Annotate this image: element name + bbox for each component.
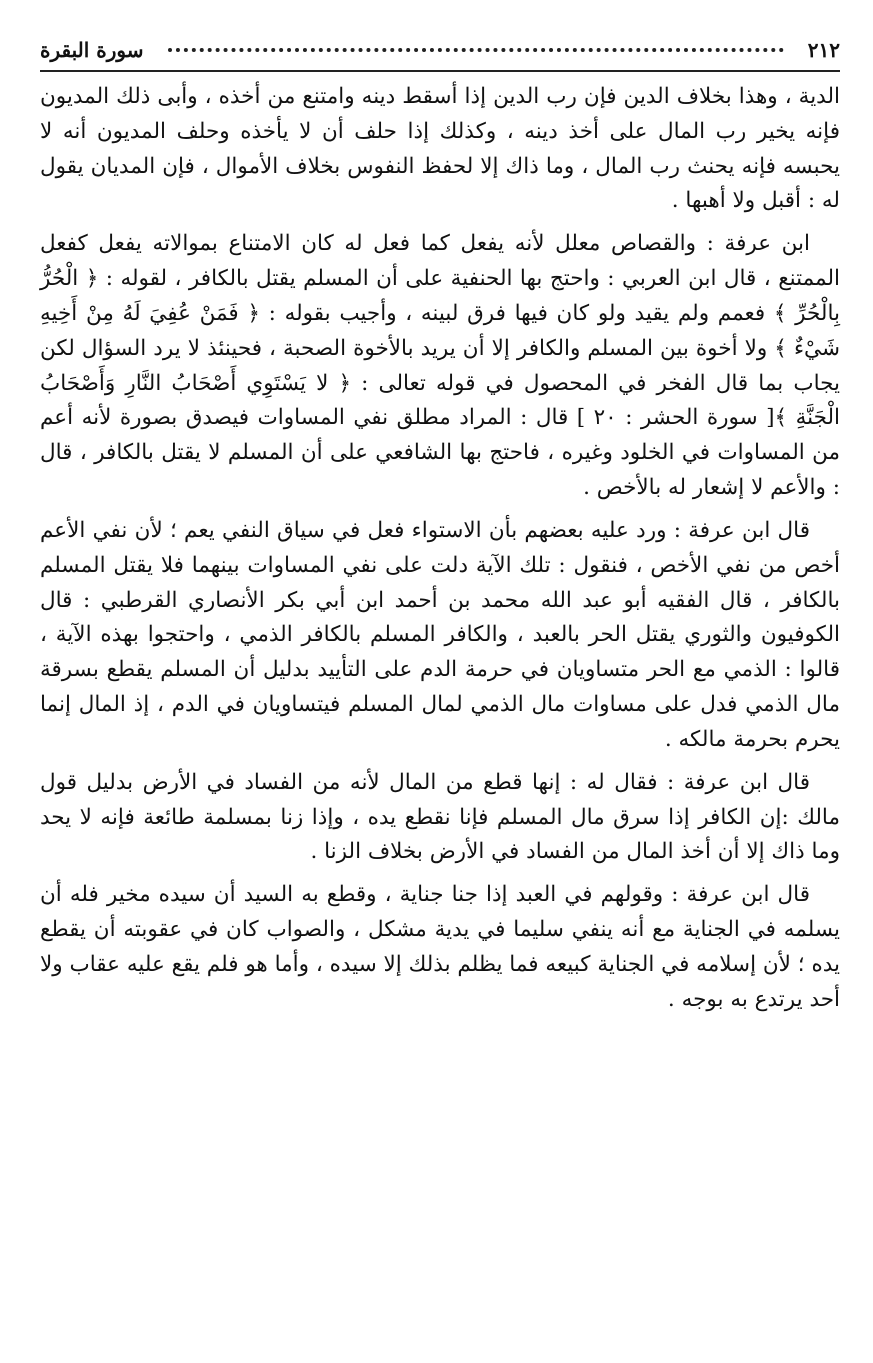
paragraph: ابن عرفة : والقصاص معلل لأنه يفعل كما فعل له كان الامتناع بموالاته يفعل كفعل الممتنع ، قال ابن العربي : واحتج بها الحنفية على أن المسلم يقتل بالكافر ، لقوله : ﴿ الْحُرُّ بِالْحُرِّ ﴾ فعمم ولم يقيد ولو كان فيها فرق لبينه ، وأجيب بقوله : ﴿ فَمَنْ عُفِيَ لَهُ مِنْ أَخِيهِ شَيْءٌ ﴾ ولا أخوة بين المسلم والكافر إلا أن يريد بالأخوة الصحبة ، فحينئذ لا يرد السؤال لكن يجاب بما قال الفخر في المحصول في قوله تعالى : ﴿ لا يَسْتَوِي أَصْحَابُ النَّارِ وَأَصْحَابُ الْجَنَّةِ ﴾[ سورة الحشر : ٢٠ ] قال : المراد مطلق نفي المساوات فيصدق بصورة لأنه أعم من المساوات في الخلود وغيره ، فاحتج بها الشافعي على أن المسلم لا يقتل بالكافر ، قال : والأعم لا إشعار له بالأخص . xyxy=(40,231,840,501)
surah-title: سورة البقرة xyxy=(40,38,144,62)
paragraph: الدية ، وهذا بخلاف الدين فإن رب الدين إذا أسقط دينه وامتنع من أخذه ، وأبى ذلك المديون فإنه يخير رب المال على أخذ دينه ، وكذلك إذا حلف أن لا يأخذه وحلف المديون أنه لا يحبسه فإنه يحنث رب المال ، وما ذاك إلا لحفظ النفوس بخلاف الأموال ، فإن المديان يقول له : أقبل ولا أهبها . xyxy=(40,84,840,214)
paragraph: قال ابن عرفة : ورد عليه بعضهم بأن الاستواء فعل في سياق النفي يعم ؛ لأن نفي الأعم أخص من نفي الأخص ، فنقول : تلك الآية دلت على نفي المساوات بينهما فلا يقتل المسلم بالكافر ، قال الفقيه أبو عبد الله محمد بن أحمد ابن أبي بكر الأنصاري القرطبي : قال الكوفيون والثوري يقتل الحر بالعبد ، والكافر المسلم بالكافر الذمي ، واحتجوا بهذه الآية ، قالوا : الذمي مع الحر متساويان في حرمة الدم على التأييد بدليل أن المسلم يقطع بسرقة مال الذمي فدل على مساوات مال الذمي لمال المسلم فيتساويان في الدم ، إذ المال إنما يحرم بحرمة مالكه . xyxy=(40,517,840,752)
paragraph: قال ابن عرفة : وقولهم في العبد إذا جنا جناية ، وقطع به السيد أن سيده مخير فله أن يسلمه في الجناية مع أنه ينفي سليما في يدية مشكل ، والصواب كان في عقوبته أن يقطع يده ؛ لأن إسلامه في الجناية كبيعه فما يظلم بذلك إلا سيده ، وأما هو فلم يقع عليه عقاب ولا أحد يرتدع به بوجه . xyxy=(40,882,840,1012)
page-body xyxy=(40,80,840,1018)
page-header xyxy=(40,30,840,72)
paragraph: قال ابن عرفة : فقال له : إنها قطع من المال لأنه من الفساد في الأرض بدليل قول مالك :إن الكافر إذا سرق مال المسلم فإنا نقطع يده ، وإذا زنا بمسلمة طائعة فإنه لا يحد وما ذاك إلا أن أخذ المال من الفساد في الأرض بخلاف الزنا . xyxy=(40,769,840,865)
page-number: ٢١٢ xyxy=(807,38,840,62)
book-page xyxy=(40,30,840,1026)
header-dotted-leader xyxy=(168,48,784,52)
